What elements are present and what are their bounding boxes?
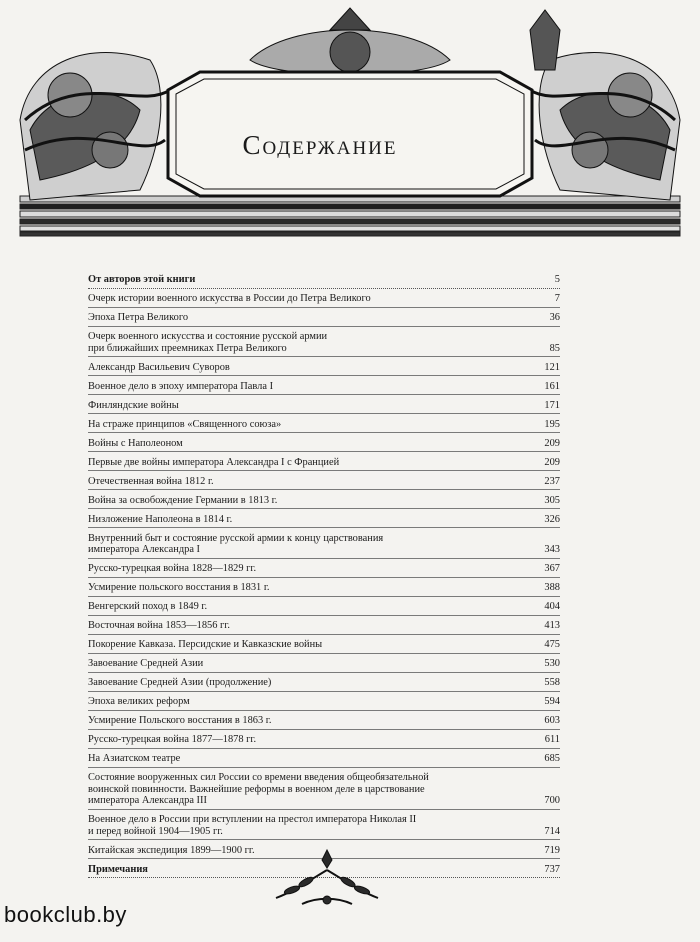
- toc-entry-page: 5: [554, 274, 560, 285]
- toc-entry-title: На Азиатском театре: [88, 753, 181, 764]
- toc-entry: [88, 329, 560, 357]
- toc-entry-page: 85: [549, 342, 560, 354]
- toc-entry-page: 121: [544, 361, 560, 373]
- toc-entry: [88, 455, 560, 472]
- toc-entry-page: 195: [544, 418, 560, 430]
- toc-entry: [88, 561, 560, 578]
- toc-entry-page: 171: [544, 399, 560, 411]
- toc-entry-page: 36: [549, 312, 560, 323]
- toc-entry: [88, 599, 560, 616]
- toc-entry: [88, 360, 560, 377]
- toc-entry-title: Восточная война 1853—1856 гг.: [88, 620, 230, 631]
- toc-entry: [88, 675, 560, 692]
- toc-entry-title: Очерк военного искусства и состояние русской армии при ближайших преемниках Петра Великого: [88, 331, 328, 354]
- toc-entry-title: Завоевание Средней Азии (продолжение): [88, 677, 272, 688]
- page-title: Содержание: [242, 130, 398, 160]
- toc-entry: [88, 379, 560, 396]
- laurel-ornament-icon: [262, 842, 392, 914]
- toc-entry-page: 700: [544, 795, 560, 806]
- toc-entry: [88, 493, 560, 510]
- toc-entry-page: 209: [544, 456, 560, 468]
- toc-entry-page: 719: [544, 844, 560, 856]
- toc-entry: [88, 272, 560, 289]
- toc-entry-title: Примечания: [88, 863, 148, 875]
- toc-entry-page: 367: [544, 563, 560, 574]
- toc-entry: [88, 291, 560, 308]
- toc-entry-title: Война за освобождение Германии в 1813 г.: [88, 494, 278, 506]
- toc-entry-title: Усмирение Польского восстания в 1863 г.: [88, 715, 272, 726]
- toc-entry: [88, 770, 560, 810]
- toc-entry-title: Финляндские войны: [88, 399, 179, 411]
- toc-entry-page: 685: [544, 753, 560, 764]
- toc-entry: [88, 732, 560, 749]
- toc-entry: [88, 637, 560, 654]
- toc-entry-page: 714: [544, 825, 560, 837]
- toc-entry-page: 603: [544, 715, 560, 726]
- toc-entry-title: Покорение Кавказа. Персидские и Кавказские войны: [88, 639, 323, 650]
- toc-entry: [88, 751, 560, 768]
- toc-entry-page: 388: [544, 582, 560, 593]
- toc-entry-title: Войны с Наполеоном: [88, 437, 183, 449]
- toc-entry-page: 611: [544, 734, 560, 745]
- toc-entry-title: Эпоха великих реформ: [88, 696, 190, 707]
- toc-entry-page: 475: [544, 639, 560, 650]
- toc-entry-page: 161: [544, 380, 560, 392]
- toc-entry-title: Внутренний быт и состояние русской армии к концу царствования императора Александра I: [88, 532, 384, 555]
- toc-entry: [88, 310, 560, 327]
- toc-entry-page: 326: [544, 513, 560, 525]
- toc-entry: [88, 398, 560, 415]
- toc-entry: [88, 618, 560, 635]
- toc-entry: [88, 417, 560, 434]
- toc-entry: [88, 812, 560, 840]
- toc-entry-title: Русско-турецкая война 1877—1878 гг.: [88, 734, 257, 745]
- toc-entry: [88, 436, 560, 453]
- toc-entry-title: Первые две войны императора Александра I с Францией: [88, 456, 340, 468]
- toc-entry: [88, 512, 560, 529]
- toc-entry-page: 209: [544, 437, 560, 449]
- toc-entry-title: Венгерский поход в 1849 г.: [88, 601, 208, 612]
- toc-entry-title: Завоевание Средней Азии: [88, 658, 204, 669]
- toc-entry-title: Александр Васильевич Суворов: [88, 361, 230, 373]
- toc-entry-page: 343: [544, 544, 560, 555]
- toc-entry-title: От авторов этой книги: [88, 274, 196, 285]
- toc-entry-page: 737: [544, 863, 560, 875]
- toc-entry-page: 413: [544, 620, 560, 631]
- toc-entry-page: 594: [544, 696, 560, 707]
- toc-entry-page: 404: [544, 601, 560, 612]
- toc-entry: [88, 713, 560, 730]
- toc-entry-page: 7: [554, 293, 560, 304]
- toc-entry-title: Китайская экспедиция 1899—1900 гг.: [88, 844, 255, 856]
- toc-entry-title: Эпоха Петра Великого: [88, 312, 189, 323]
- toc-entry-page: 530: [544, 658, 560, 669]
- watermark: bookclub.by: [4, 902, 127, 927]
- toc-entry-title: Русско-турецкая война 1828—1829 гг.: [88, 563, 257, 574]
- toc-entry: [88, 580, 560, 597]
- toc-entry-title: Военное дело в эпоху императора Павла I: [88, 380, 274, 392]
- toc-entry-title: Очерк истории военного искусства в России до Петра Великого: [88, 293, 371, 304]
- toc-entry-title: Отечественная война 1812 г.: [88, 475, 214, 487]
- toc-entry-title: На страже принципов «Священного союза»: [88, 418, 282, 430]
- toc-entry-page: 237: [544, 475, 560, 487]
- toc-entry-page: 558: [544, 677, 560, 688]
- toc-entry: [88, 531, 560, 559]
- toc-entry-title: Военное дело в России при вступлении на престол императора Николая II и перед войной 1904—1905 гг.: [88, 814, 417, 837]
- table-of-contents: [88, 272, 560, 881]
- toc-entry-page: 305: [544, 494, 560, 506]
- toc-entry: [88, 694, 560, 711]
- toc-entry-title: Низложение Наполеона в 1814 г.: [88, 513, 233, 525]
- toc-entry-title: Усмирение польского восстания в 1831 г.: [88, 582, 270, 593]
- toc-entry: [88, 474, 560, 491]
- toc-entry: [88, 656, 560, 673]
- toc-entry-title: Состояние вооруженных сил России со времени введения общеобязательной воинской повинности. Важнейшие реформы в военном деле в царствование императора Александра III: [88, 772, 429, 806]
